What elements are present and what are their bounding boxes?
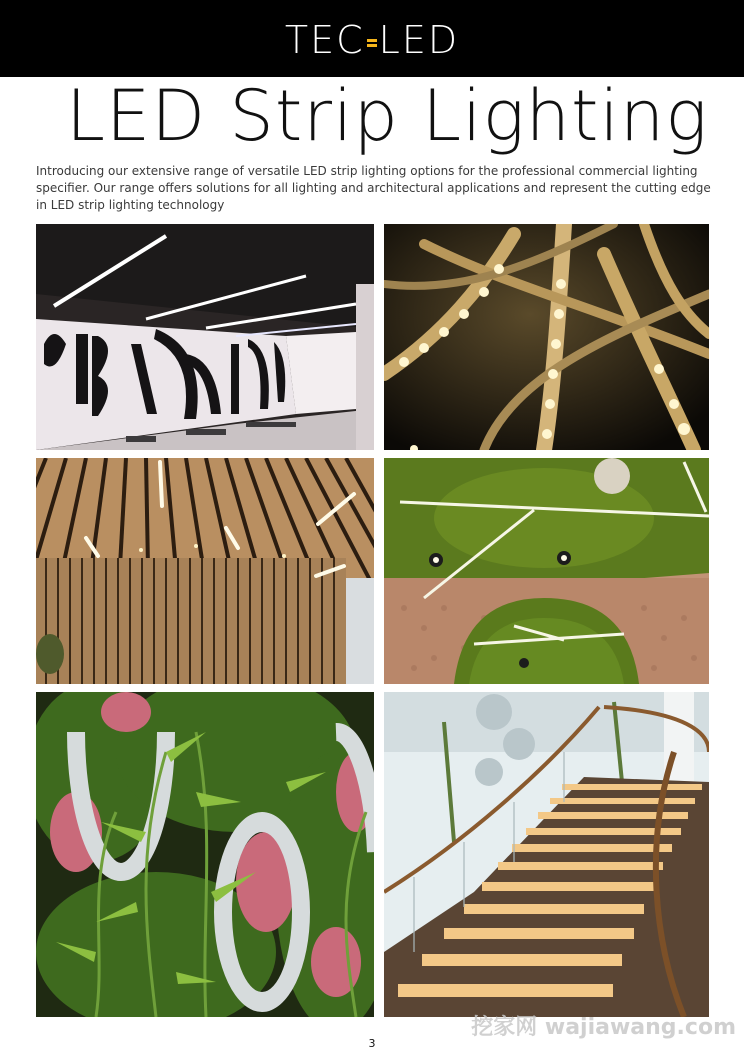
watermark: 挖家网 wajiawang.com xyxy=(471,1015,736,1040)
photo-office-corridor xyxy=(36,224,374,450)
tec-led-logo: TEC LED xyxy=(284,18,460,62)
logo-dash-icon xyxy=(367,38,377,48)
photo-led-strip-reels xyxy=(384,224,709,450)
intro-paragraph: Introducing our extensive range of versatile LED strip lighting options for the professional commercial lighting specifier. Our range offers solutions for all lighting and architectural applications and represent the cutting edge in LED strip lighting technology xyxy=(36,164,711,212)
photo-green-ceiling-arch xyxy=(384,458,709,684)
photo-lit-staircase xyxy=(384,692,709,1017)
photo-green-wall-circles xyxy=(36,692,374,1017)
page-title: LED Strip Lighting xyxy=(66,75,709,157)
photo-wooden-slat-ceiling xyxy=(36,458,374,684)
page-number: 3 xyxy=(368,1037,376,1050)
